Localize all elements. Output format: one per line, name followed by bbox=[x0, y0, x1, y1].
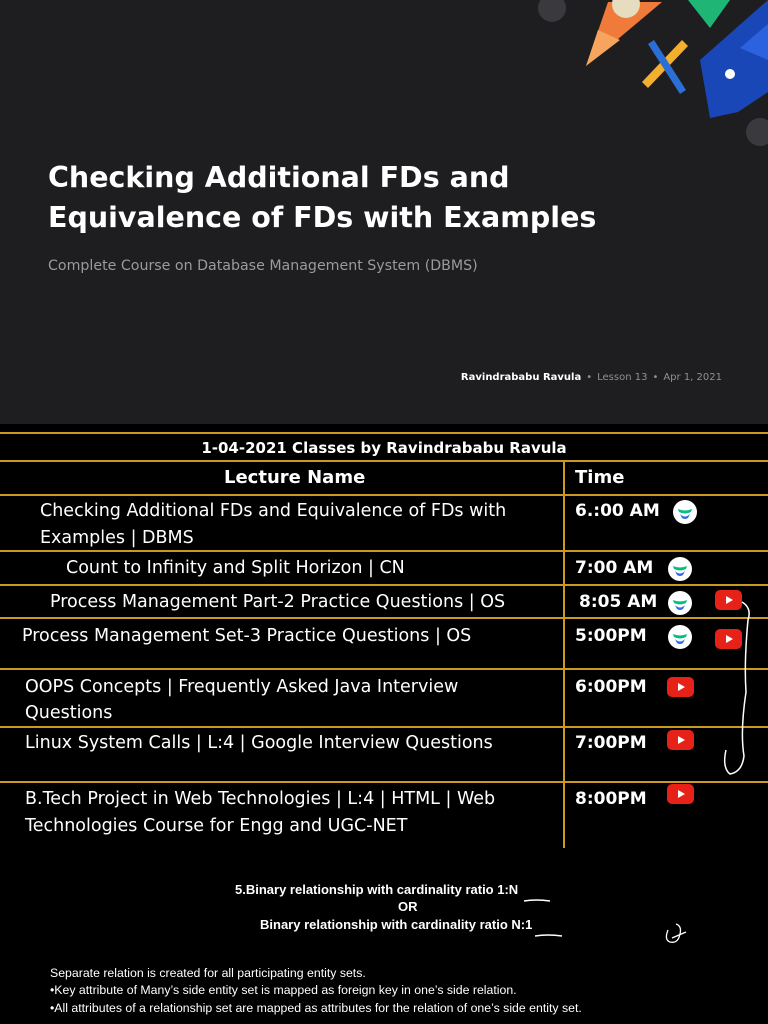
grey-circle-decoration bbox=[538, 0, 566, 22]
column-header-lecture: Lecture Name bbox=[224, 467, 366, 488]
youtube-icon[interactable] bbox=[667, 730, 694, 750]
slide-subtitle: Complete Course on Database Management System (DBMS) bbox=[48, 258, 478, 274]
lecture-title: OOPS Concepts | Frequently Asked Java Interview bbox=[25, 677, 459, 697]
lecture-title: Process Management Set-3 Practice Questions | OS bbox=[22, 626, 472, 646]
lecture-title: Checking Additional FDs and Equivalence of FDs with bbox=[40, 501, 507, 521]
row-divider bbox=[0, 781, 768, 783]
green-shape-decoration bbox=[688, 0, 730, 28]
lecture-time: 7:00PM bbox=[575, 733, 647, 753]
rule-bullet: •All attributes of a relationship set are mapped as attributes for the relation of one’s side entity set. bbox=[50, 1001, 582, 1015]
slide-title-line-2: Equivalence of FDs with Examples bbox=[48, 201, 597, 234]
schedule-caption: 1-04-2021 Classes by Ravindrababu Ravula bbox=[201, 439, 567, 457]
unacademy-icon[interactable] bbox=[667, 624, 693, 650]
separator-dot: • bbox=[586, 372, 593, 383]
lecture-title: Count to Infinity and Split Horizon | CN bbox=[66, 558, 405, 578]
table-border bbox=[0, 460, 768, 462]
lecture-time: 6.:00 AM bbox=[575, 501, 660, 521]
lecture-title-continued: Examples | DBMS bbox=[40, 528, 194, 548]
slide-title bbox=[48, 158, 648, 238]
row-divider bbox=[0, 668, 768, 670]
lecture-time: 5:00PM bbox=[575, 626, 647, 646]
slide-title-line-1: Checking Additional FDs and bbox=[48, 161, 510, 194]
unacademy-icon[interactable] bbox=[667, 556, 693, 582]
rule-heading-alt: Binary relationship with cardinality ratio N:1 bbox=[260, 917, 533, 932]
row-divider bbox=[0, 494, 768, 496]
lecture-title-continued: Technologies Course for Engg and UGC-NET bbox=[25, 816, 408, 836]
unacademy-icon[interactable] bbox=[667, 590, 693, 616]
youtube-icon[interactable] bbox=[715, 590, 742, 610]
white-dot-decoration bbox=[725, 69, 735, 79]
decorative-shapes bbox=[0, 0, 768, 160]
or-label: OR bbox=[398, 899, 418, 914]
youtube-icon[interactable] bbox=[667, 784, 694, 804]
lecture-time: 6:00PM bbox=[575, 677, 647, 697]
lecture-title-continued: Questions bbox=[25, 703, 113, 723]
author-name: Ravindrababu Ravula bbox=[460, 372, 582, 383]
youtube-icon[interactable] bbox=[715, 629, 742, 649]
rule-description: Separate relation is created for all participating entity sets. bbox=[50, 966, 366, 980]
unacademy-icon[interactable] bbox=[672, 499, 698, 525]
column-header-time: Time bbox=[575, 467, 625, 488]
rule-bullet: •Key attribute of Many’s side entity set is mapped as foreign key in one’s side relation. bbox=[50, 983, 517, 997]
row-divider bbox=[0, 726, 768, 728]
rule-heading: 5.Binary relationship with cardinality ratio 1:N bbox=[235, 882, 519, 897]
class-schedule-table bbox=[0, 432, 768, 866]
lecture-time: 8:05 AM bbox=[579, 592, 658, 612]
slide-meta bbox=[461, 372, 722, 383]
row-divider bbox=[0, 617, 768, 619]
lesson-date: Apr 1, 2021 bbox=[663, 372, 722, 383]
er-mapping-note bbox=[0, 868, 768, 1024]
title-slide bbox=[0, 0, 768, 424]
lecture-title: B.Tech Project in Web Technologies | L:4 | HTML | Web bbox=[25, 789, 496, 809]
youtube-icon[interactable] bbox=[667, 677, 694, 697]
grey-circle-decoration bbox=[746, 118, 768, 146]
lecture-title: Linux System Calls | L:4 | Google Interview Questions bbox=[25, 733, 493, 753]
lecture-title: Process Management Part-2 Practice Questions | OS bbox=[50, 592, 506, 612]
lecture-time: 7:00 AM bbox=[575, 558, 654, 578]
lecture-time: 8:00PM bbox=[575, 789, 647, 809]
row-divider bbox=[0, 550, 768, 552]
column-divider bbox=[563, 460, 565, 848]
row-divider bbox=[0, 584, 768, 586]
lesson-number: Lesson 13 bbox=[597, 372, 648, 383]
separator-dot: • bbox=[652, 372, 659, 383]
